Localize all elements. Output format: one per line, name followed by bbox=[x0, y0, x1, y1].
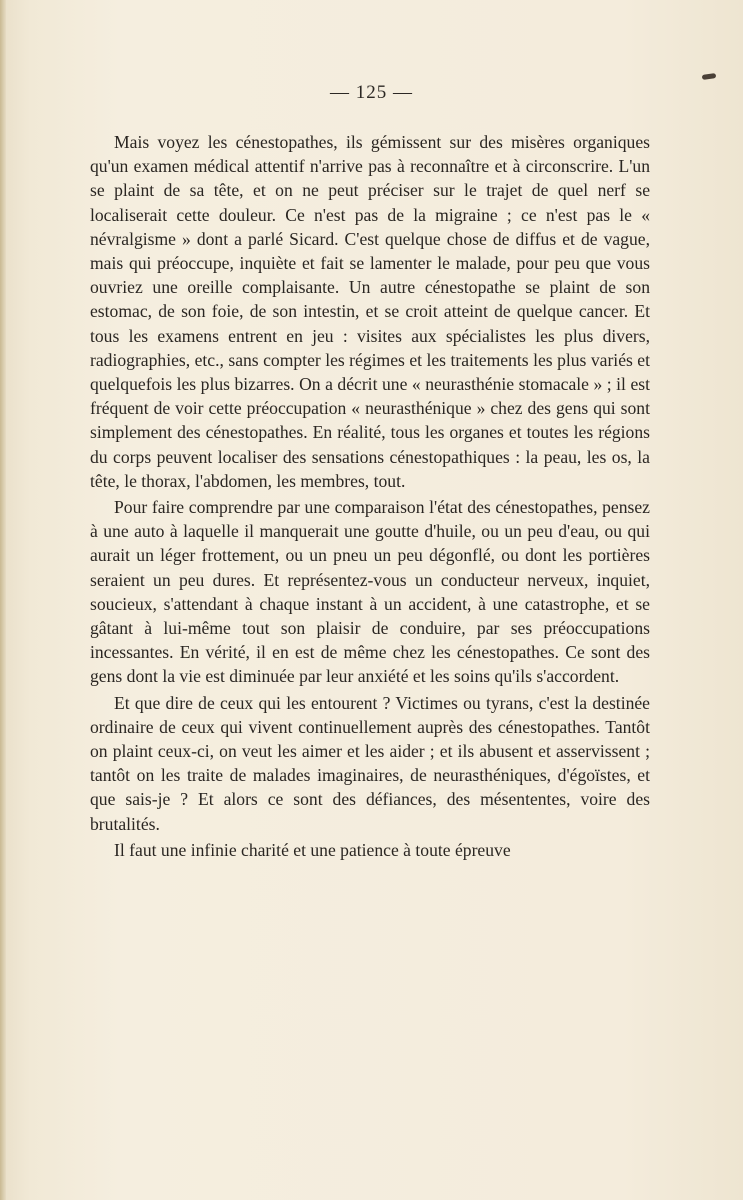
page-spine-edge bbox=[0, 0, 6, 1200]
paragraph-4: Il faut une infinie charité et une patience à toute épreuve bbox=[114, 839, 511, 860]
page-number: — 125 — bbox=[330, 82, 413, 103]
paragraph-1: Mais voyez les cénestopathes, ils gémissent sur des misères organiques qu'un examen médical attentif n'arrive pas à reconnaître et à circonscrire. L'un se plaint de sa tête, et on ne peut préciser sur le trajet de quel nerf se localiserait cette douleur. Ce n'est pas de la migraine ; ce n'est pas le « névralgisme » dont a parlé Sicard. C'est quelque chose de diffus et de vague, mais qui préoccupe, inquiète et fait se lamenter le malade, pour peu que vous ouvriez une oreille complaisante. Un autre cénestopathe se plaint de son estomac, de son foie, de son intestin, et se croit atteint de quelque cancer. Et tous les examens entrent en jeu : visites aux spécialistes les plus divers, radiographies, etc., sans compter les régimes et les traitements les plus variés et quelquefois les plus bizarres. On a décrit une « neurasthénie stomacale » ; il est fréquent de voir cette préoccupation « neurasthénique » chez des gens qui sont simplement des cénestopathes. En réalité, tous les organes et toutes les régions du corps peuvent localiser des sensations cénestopathiques : la peau, les os, la tête, le thorax, l'abdomen, les membres, tout. bbox=[90, 132, 650, 491]
ink-speck bbox=[702, 73, 717, 80]
paragraph-2: Pour faire comprendre par une comparaison l'état des cénestopathes, pensez à une auto à laquelle il manquerait une goutte d'huile, ou un peu d'eau, ou qui aurait un léger frottement, ou un pneu un peu dégonflé, ou dont les portières seraient un peu dures. Et représentez-vous un conducteur nerveux, inquiet, soucieux, s'attendant à chaque instant à un accident, à une catastrophe, et se gâtant à lui-même tout son plaisir de conduire, par ses préoccupations incessantes. En vérité, il en est de même chez les cénestopathes. Ce sont des gens dont la vie est diminuée par leur anxiété et les soins qu'ils s'accordent. bbox=[90, 497, 650, 687]
paragraph-3: Et que dire de ceux qui les entourent ? Victimes ou tyrans, c'est la destinée ordinaire de ceux qui vivent continuellement auprès des cénestopathes. Tantôt on plaint ceux-ci, on veut les aimer et les aider ; et ils abusent et asservissent ; tantôt on les traite de malades imaginaires, de neurasthéniques, d'égoïstes, et que sais-je ? Et alors ce sont des défiances, des mésententes, voire des brutalités. bbox=[90, 692, 650, 834]
body-text bbox=[90, 130, 650, 862]
